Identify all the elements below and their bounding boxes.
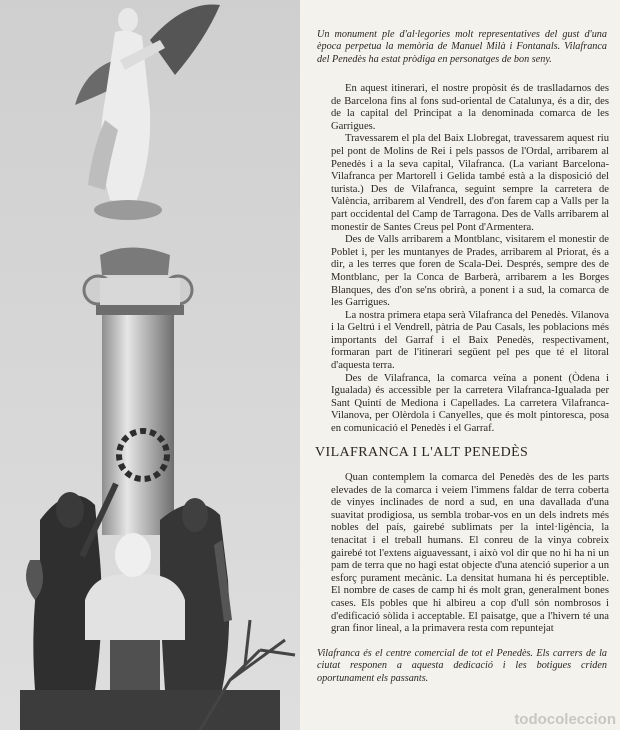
paragraph: Quan contemplem la comarca del Penedès des de les parts elevades de la comarca i veiem l'immens faldar de terra coberta de vinyes inclinades de nord a sud, en una davallada d'una suavitat prodigiosa, us sembla trobar-vos en un dels indrets més nobles del país, gairebé sublimats per la intel·ligència, la tenacitat i el treball humans. El conreu de la vinya cobreix gairebé tot l'extens aiguavessant, i això vol dir que no hi ha ni un pam de terra que no hagi estat objecte d'una atenció superior a un esforç purament mecànic. La densitat humana hi és perceptible. El nombre de cases de camp hi és molt gran, generalment bones cases. Els pobles que hi albireu a cop d'ull són nombrosos i d'edificació sòlida i acceptable. El paisatge, que a l'hivern té una gran finor lineal, a la primavera resta com repuntejat (331, 472, 609, 635)
paragraph: En aquest itinerari, el nostre propòsit és de traslladarnos des de Barcelona fins al fons sud-oriental de Catalunya, és a dir, des de la capital del Principat a la denominada comarca de les Garrigues. (331, 83, 609, 132)
paragraph: Des de Vilafranca, la comarca veïna a ponent (Òdena i Igualada) és accessible per la carretera Vilafranca-Igualada per Sant Quintí de Mediona i Capellades. La carretera Vilafranca-Vilanova, per Olèrdola i Canyelles, que és molt pintoresca, posa en comunicació el Penedès i el Garraf. (331, 372, 609, 435)
paragraph: La nostra primera etapa serà Vilafranca del Penedès. Vilanova i la Geltrú i el Vendrell, pàtria de Pau Casals, les poblacions més importants del Garraf i el Baix Penedès, respectivament, formaran part de l'itinerari següent pel pes que té el litoral d'aquesta terra. (331, 309, 609, 372)
caption-bottom: Vilafranca és el centre comercial de tot el Penedès. Els carrers de la ciutat responen a aquesta dedicació i les botigues criden oportunament els passants. (317, 648, 607, 684)
intro-text (331, 83, 609, 436)
watermark: todocoleccion (514, 711, 616, 728)
monument-photo (0, 0, 300, 730)
caption-top: Un monument ple d'al·legories molt representatives del gust d'una època perpetua la memòria de Manuel Milà i Fontanals. Vilafranca del Penedès ha estat pròdiga en personatges de bon seny. (317, 29, 607, 65)
monument-illustration (0, 0, 300, 730)
text-column (307, 0, 612, 730)
section-text (331, 472, 609, 636)
paragraph: Travessarem el pla del Baix Llobregat, travessarem aquest riu pel pont de Molins de Rei i pels passos de l'Ordal, arribarem al Penedès i a la seva capital, Vilafranca. (La variant Barcelona-Vilafranca per Martorell i Gelida també està a la disposició del turista.) Des de Vilafranca, seguint sempre la carretera de València, arribarem al Vendrell, des d'on farem cap a Valls per la part occidental del Camp de Tarragona. Des de Valls arribarem al monestir de Santes Creus pel Pont d'Armentera. (331, 133, 609, 233)
section-heading: VILAFRANCA I L'ALT PENEDÈS (315, 445, 529, 460)
paragraph: Des de Valls arribarem a Montblanc, visitarem el monestir de Poblet i, per les muntanyes de Prades, arribarem al Priorat, és a dir, a les terres que foren de Scala-Dei. Després, sempre des de Montblanc, per la Conca de Barberà, arribarem a les Borges Blanques, des d'on se'ns obrirà, a ponent i a sud, la comarca de les Garrigues. (331, 234, 609, 309)
